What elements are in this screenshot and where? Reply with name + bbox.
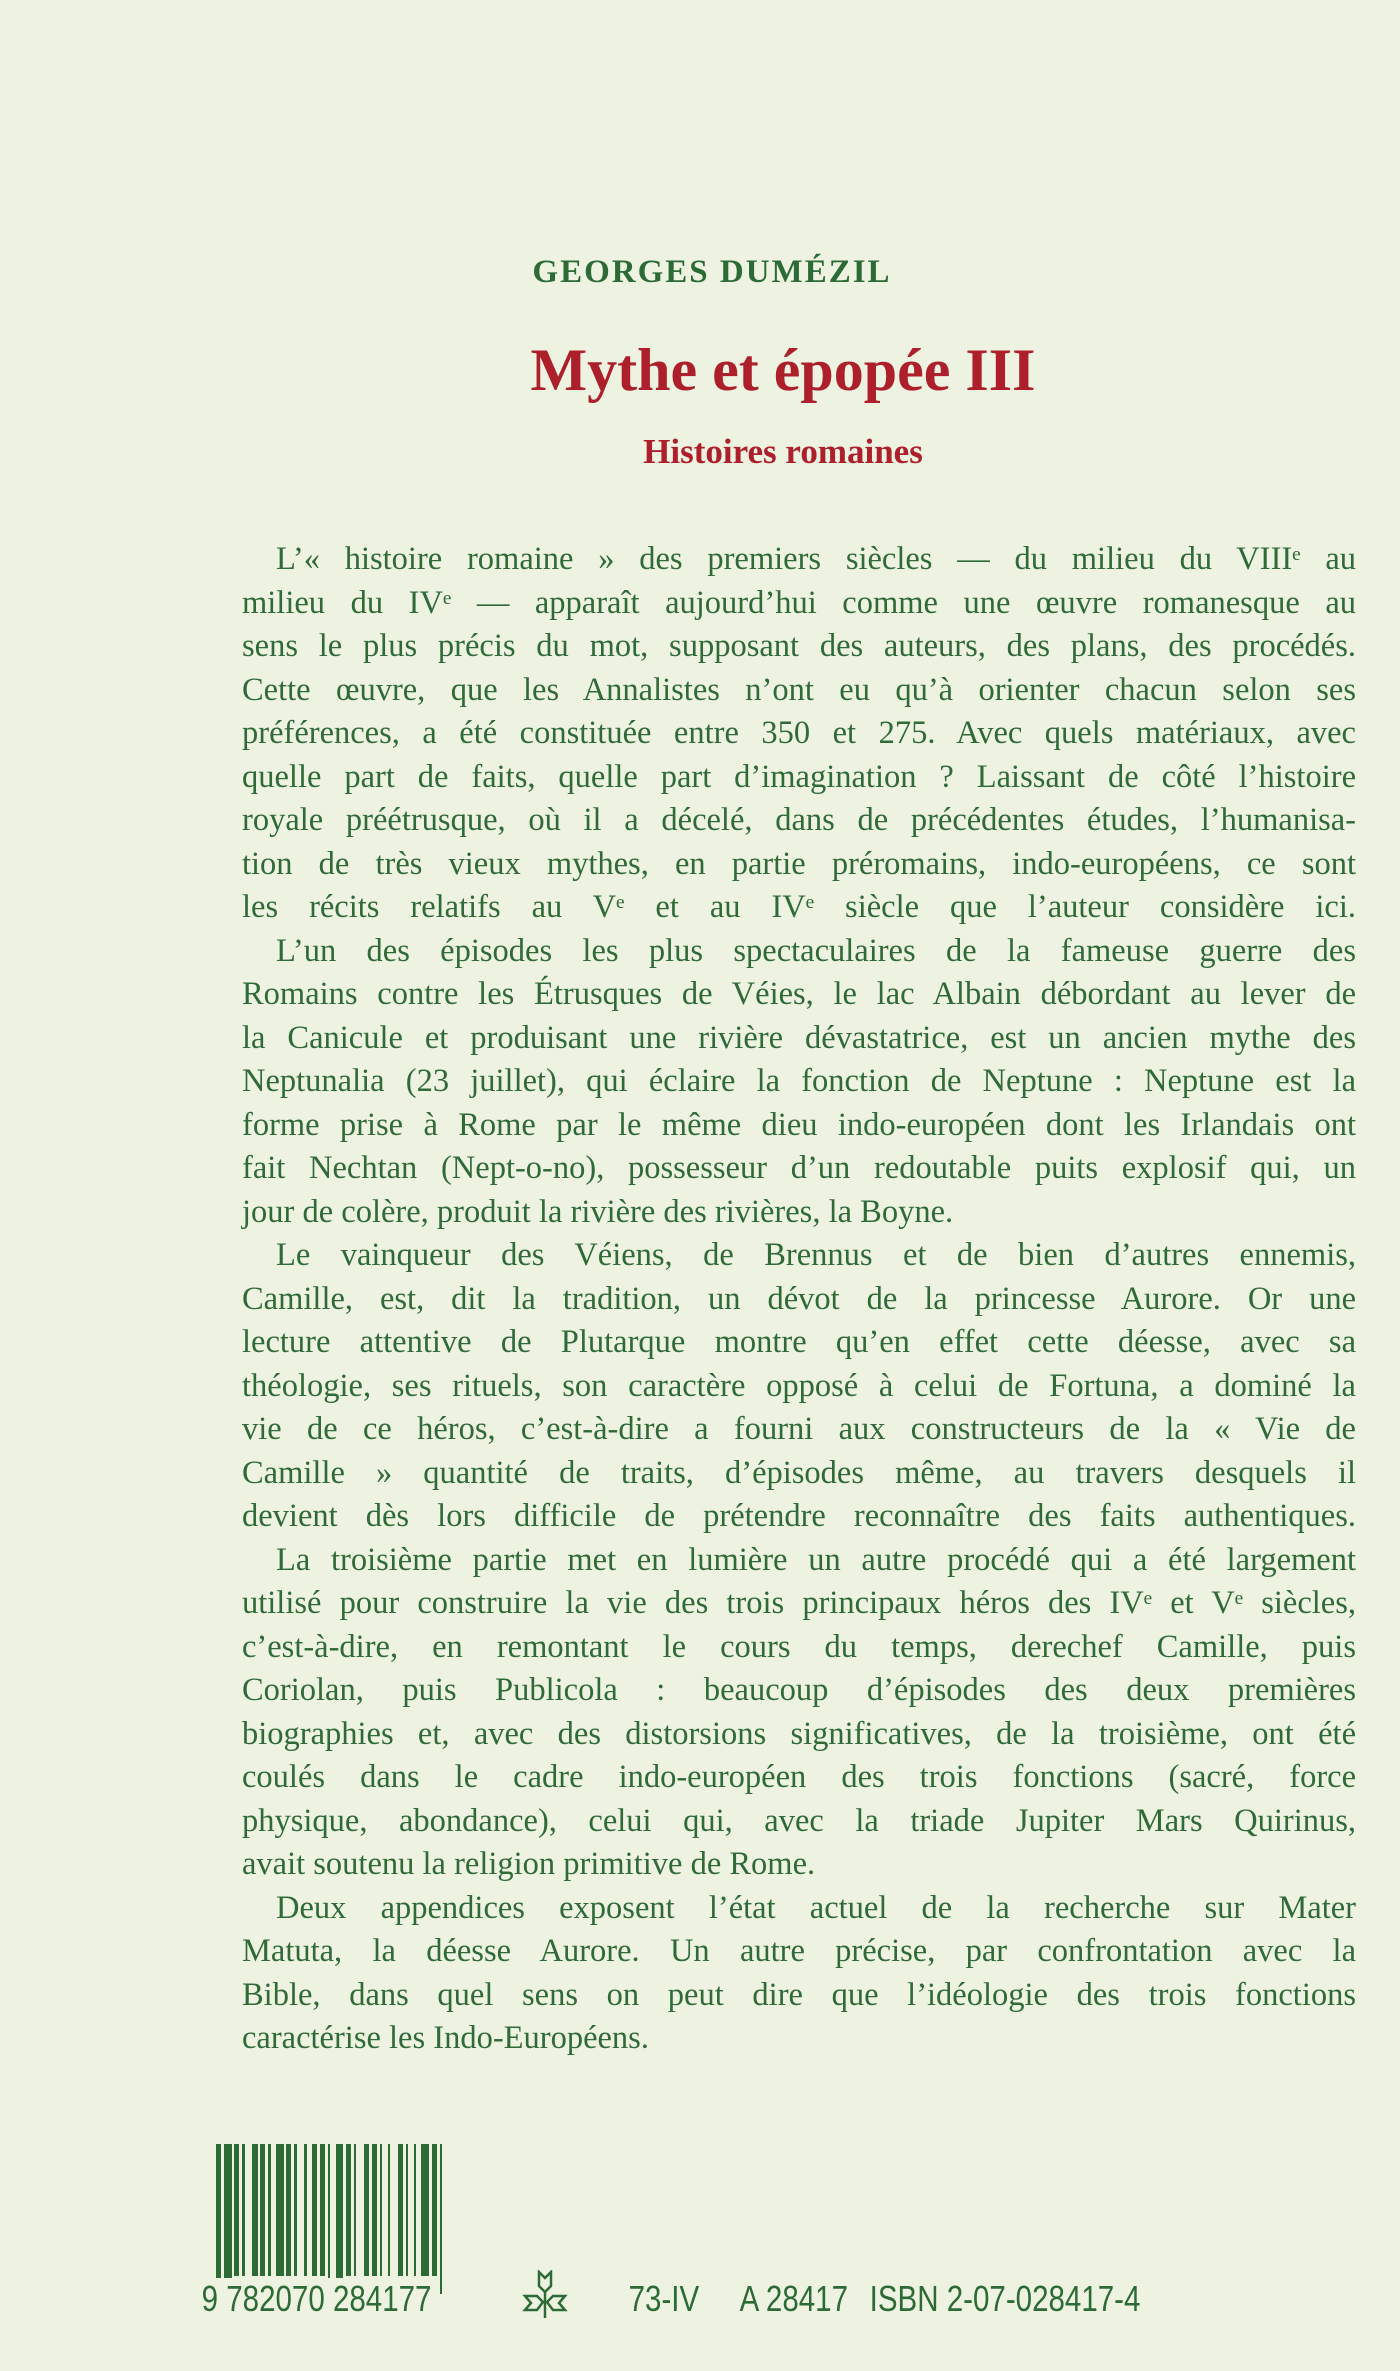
text-line: Camille » quantité de traits, d’épisodes même, au travers desquels il xyxy=(242,1454,1356,1491)
text-line: Deux appendices exposent l’état actuel de la recherche sur Mater xyxy=(276,1889,1356,1926)
barcode-bar xyxy=(328,2144,331,2294)
book-subtitle: Histoires romaines xyxy=(643,432,923,471)
barcode-bar xyxy=(364,2144,369,2276)
barcode-bar xyxy=(380,2144,383,2276)
barcode-bar xyxy=(440,2144,443,2294)
text-line: sens le plus précis du mot, supposant des auteurs, des plans, des procédés. xyxy=(242,628,1356,664)
blurb-text xyxy=(242,538,1356,2061)
barcode-bar xyxy=(268,2144,271,2276)
text-line: royale préétrusque, où il a décelé, dans de précédentes études, l’humanisa- xyxy=(242,802,1356,838)
text-line: Cette œuvre, que les Annalistes n’ont eu qu’à orienter chacun selon ses xyxy=(242,671,1356,708)
publisher-logo-icon xyxy=(522,2270,568,2320)
barcode-bar xyxy=(432,2144,437,2276)
barcode-bar xyxy=(294,2144,297,2276)
text-line: tion de très vieux mythes, en partie préromains, indo-européens, ce sont xyxy=(242,845,1356,882)
barcode-bar xyxy=(346,2144,351,2276)
text-line: forme prise à Rome par le même dieu indo-européen dont les Irlandais ont xyxy=(242,1106,1356,1143)
text-line: quelle part de faits, quelle part d’imagination ? Laissant de côté l’histoire xyxy=(242,758,1356,795)
barcode-bar xyxy=(312,2144,317,2276)
text-line: Bible, dans quel sens on peut dire que l’idéologie des trois fonctions xyxy=(242,1976,1356,2013)
barcode-bar xyxy=(224,2144,232,2294)
text-line: coulés dans le cadre indo-européen des trois fonctions (sacré, force xyxy=(242,1759,1356,1795)
text-line: théologie, ses rituels, son caractère opposé à celui de Fortuna, a dominé la xyxy=(242,1367,1356,1404)
text-line: milieu du IVᵉ — apparaît aujourd’hui comme une œuvre romanesque au xyxy=(242,584,1356,621)
barcode-bar xyxy=(354,2144,357,2276)
barcode-bar xyxy=(304,2144,307,2276)
text-line: L’un des épisodes les plus spectaculaires de la fameuse guerre des xyxy=(276,932,1356,969)
barcode-bar xyxy=(260,2144,265,2276)
barcode-bar xyxy=(372,2144,377,2276)
barcode-bar xyxy=(286,2144,291,2276)
text-line: fait Nechtan (Nept-o-no), possesseur d’un redoutable puits explosif qui, un xyxy=(242,1150,1356,1186)
barcode-bar xyxy=(252,2144,257,2276)
text-line: Romains contre les Étrusques de Véies, le lac Albain débordant au lever de xyxy=(242,976,1356,1012)
barcode-bar xyxy=(336,2144,344,2294)
text-line: caractérise les Indo-Européens. xyxy=(242,2020,649,2056)
barcode-bar xyxy=(388,2144,391,2276)
text-line: Coriolan, puis Publicola : beaucoup d’épisodes des deux premières xyxy=(242,1672,1356,1708)
reference-number: A 28417 xyxy=(739,2278,848,2319)
author-name: GEORGES DUMÉZIL xyxy=(532,254,892,290)
text-line: avait soutenu la religion primitive de Rome. xyxy=(242,1846,816,1882)
text-line: vie de ce héros, c’est-à-dire a fourni aux constructeurs de la « Vie de xyxy=(242,1411,1356,1447)
text-line: c’est-à-dire, en remontant le cours du temps, derechef Camille, puis xyxy=(242,1628,1356,1665)
barcode-digits: 9 782070 284177 xyxy=(201,2278,432,2319)
text-line: utilisé pour construire la vie des trois principaux héros des IVᵉ et Vᵉ siècles, xyxy=(242,1585,1356,1621)
barcode-bar xyxy=(421,2144,429,2276)
text-line: La troisième partie met en lumière un autre procédé qui a été largement xyxy=(276,1541,1356,1578)
text-line: biographies et, avec des distorsions significatives, de la troisième, ont été xyxy=(242,1715,1356,1752)
barcode-bar xyxy=(398,2144,403,2276)
text-line: Matuta, la déesse Aurore. Un autre précise, par confrontation avec la xyxy=(242,1933,1356,1969)
text-line: lecture attentive de Plutarque montre qu’en effet cette déesse, avec sa xyxy=(242,1324,1356,1360)
text-line: devient dès lors difficile de prétendre reconnaître des faits authentiques. xyxy=(242,1498,1356,1534)
text-line: L’« histoire romaine » des premiers siècles — du milieu du VIIIᵉ au xyxy=(276,541,1356,577)
barcode-bar xyxy=(320,2144,325,2276)
barcode-bar xyxy=(406,2144,409,2276)
collection-number: 73-IV xyxy=(628,2278,700,2319)
barcode-bar xyxy=(276,2144,284,2276)
text-line: les récits relatifs au Vᵉ et au IVᵉ siècle que l’auteur considère ici. xyxy=(242,889,1356,925)
text-line: la Canicule et produisant une rivière dévastatrice, est un ancien mythe des xyxy=(242,1019,1356,1056)
barcode-bar xyxy=(234,2144,239,2276)
text-line: Le vainqueur des Véiens, de Brennus et de bien d’autres ennemis, xyxy=(276,1237,1356,1273)
barcode xyxy=(216,2144,512,2294)
text-line: Camille, est, dit la tradition, un dévot de la princesse Aurore. Or une xyxy=(242,1280,1356,1317)
barcode-bar xyxy=(414,2144,417,2276)
text-line: préférences, a été constituée entre 350 et 275. Avec quels matériaux, avec xyxy=(242,715,1356,751)
text-line: Neptunalia (23 juillet), qui éclaire la fonction de Neptune : Neptune est la xyxy=(242,1063,1356,1099)
text-line: physique, abondance), celui qui, avec la triade Jupiter Mars Quirinus, xyxy=(242,1802,1356,1839)
isbn: ISBN 2-07-028417-4 xyxy=(869,2278,1141,2319)
book-title: Mythe et épopée III xyxy=(530,337,1036,403)
barcode-bar xyxy=(216,2144,221,2294)
barcode-bar xyxy=(242,2144,245,2276)
text-line: jour de colère, produit la rivière des rivières, la Boyne. xyxy=(242,1193,954,1230)
